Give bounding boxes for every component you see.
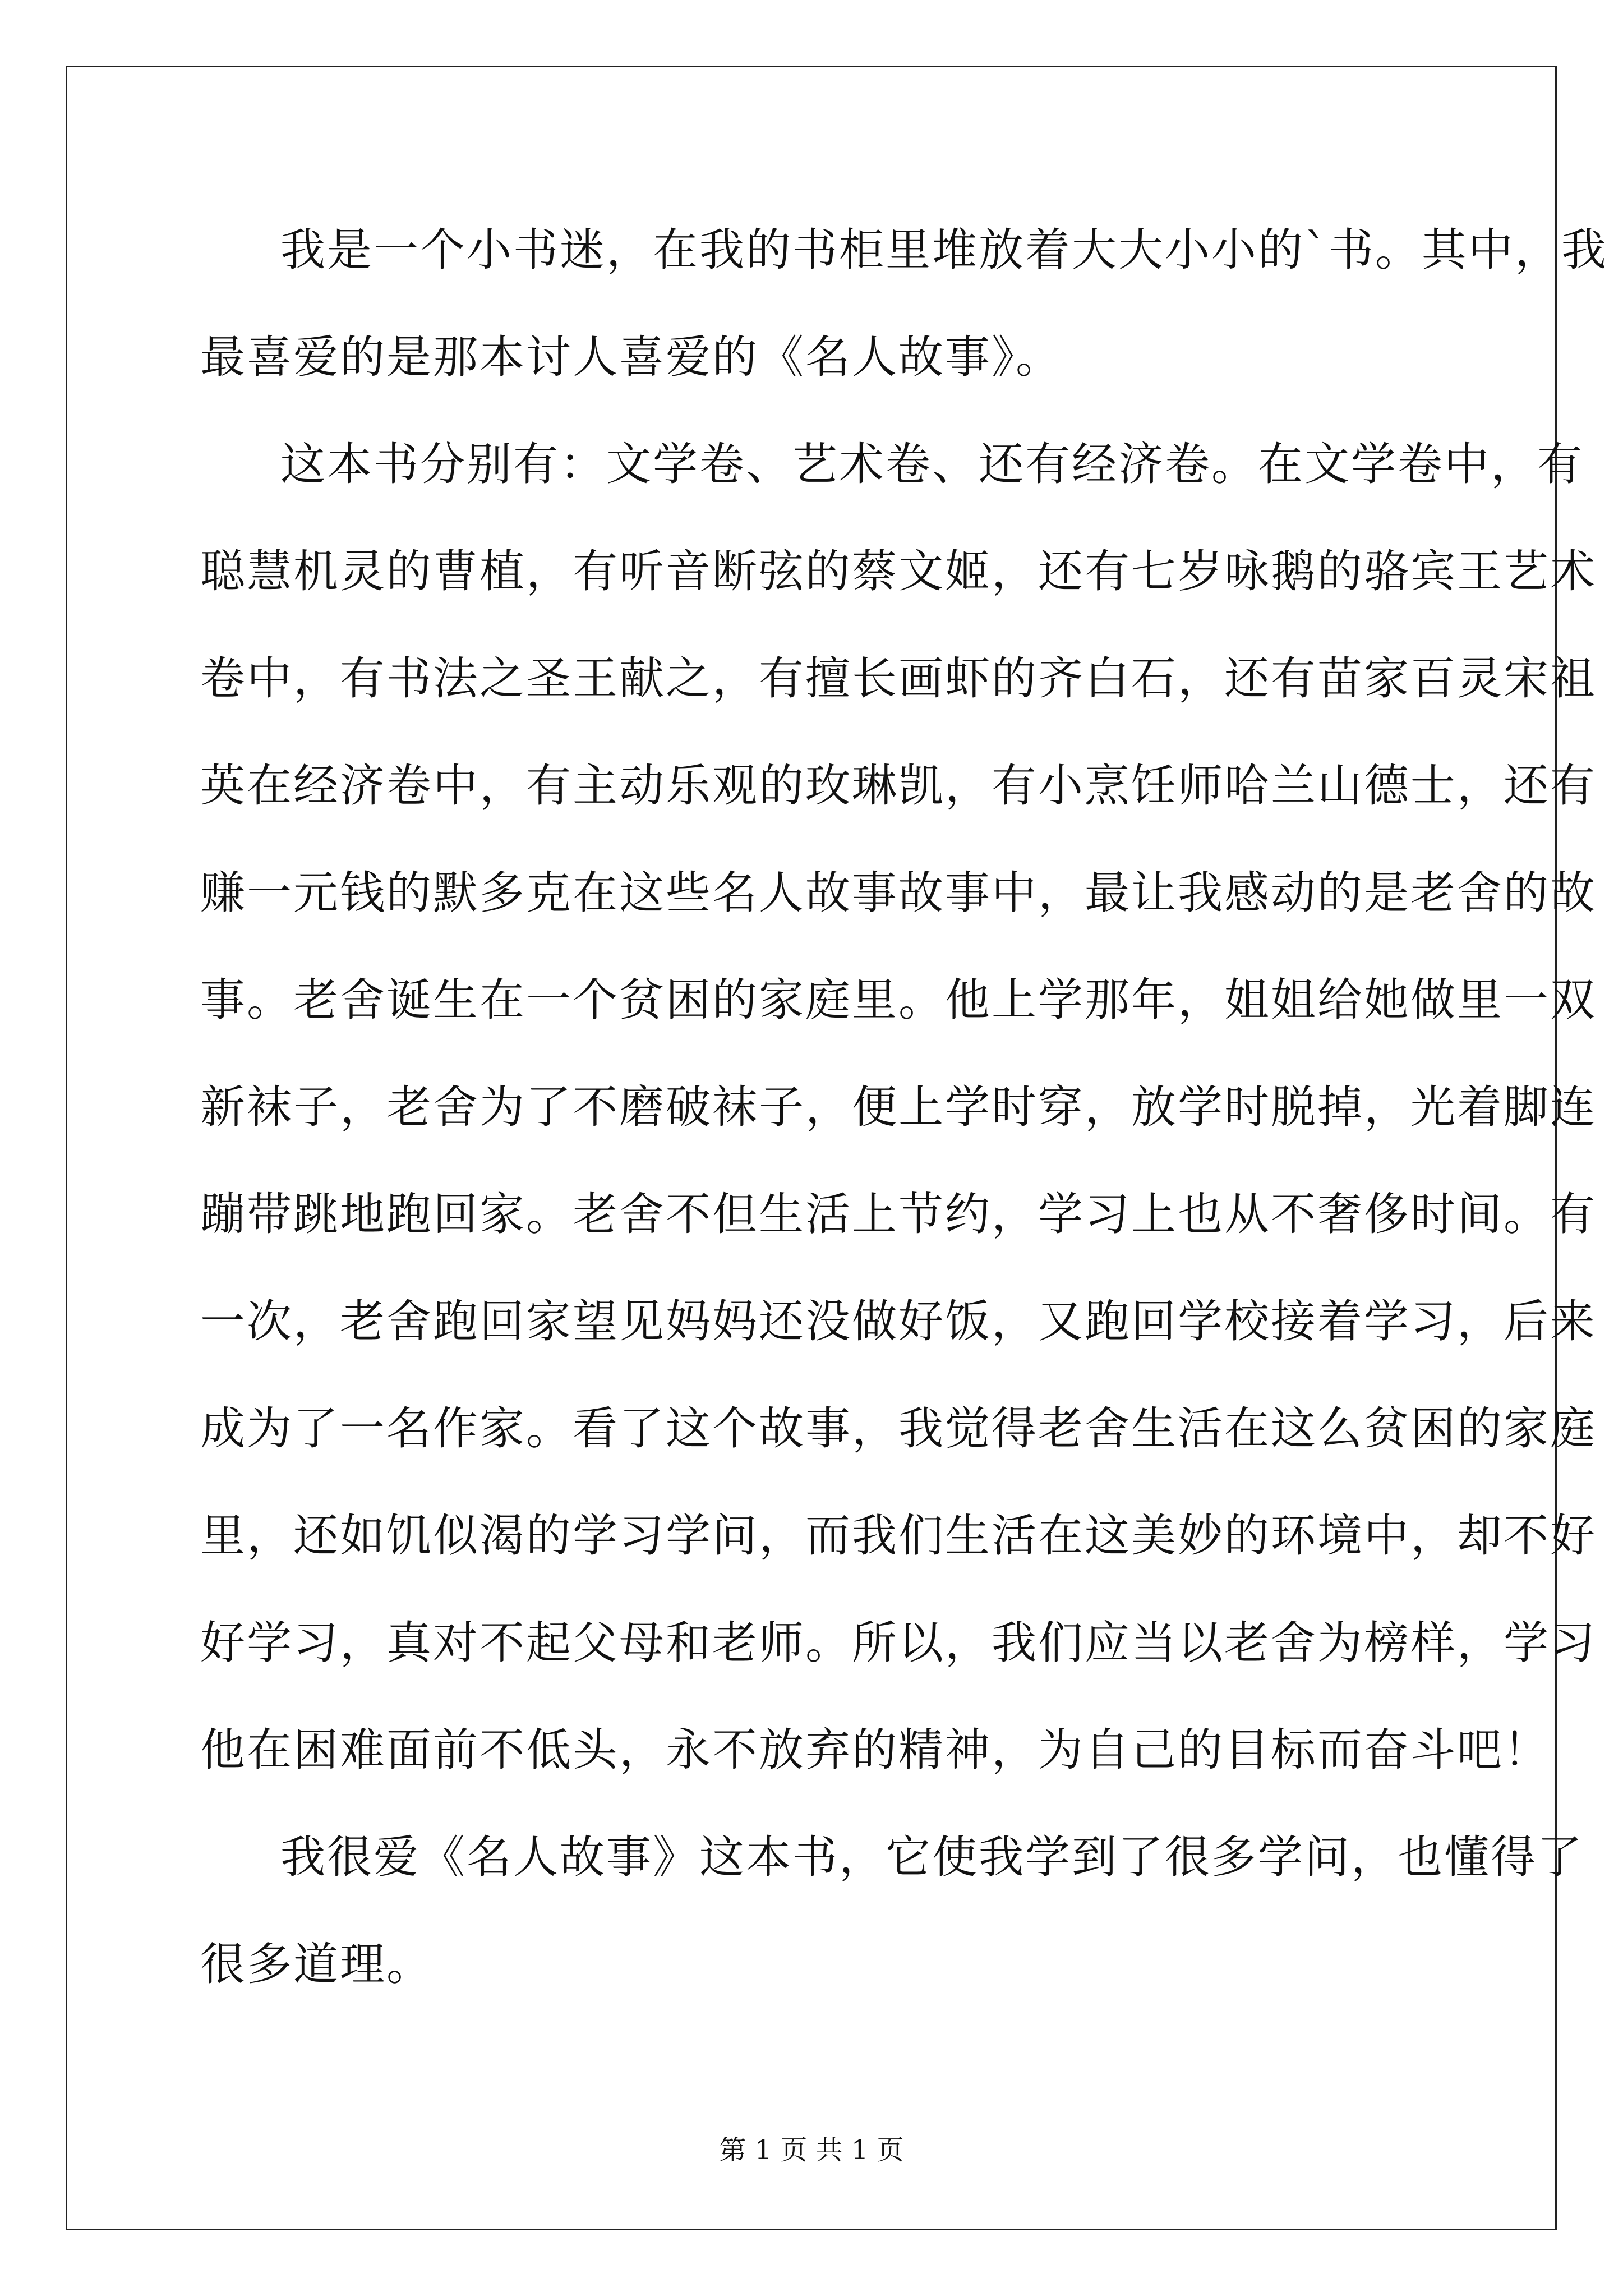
paragraph-3-line-1: 我很爱《名人故事》这本书，它使我学到了很多学问，也懂得了 xyxy=(280,1831,1584,1883)
paragraph-3-line-2: 很多道理。 xyxy=(200,1938,433,1990)
paragraph-2-line-2: 聪慧机灵的曹植，有听音断弦的蔡文姬，还有七岁咏鹅的骆宾王艺术 xyxy=(200,545,1597,597)
paragraph-2-line-7: 新袜子，老舍为了不磨破袜子，便上学时穿，放学时脱掉，光着脚连 xyxy=(200,1081,1597,1133)
paragraph-2-line-1: 这本书分别有：文学卷、艺术卷、还有经济卷。在文学卷中，有 xyxy=(280,438,1584,490)
paragraph-2-line-9: 一次，老舍跑回家望见妈妈还没做好饭，又跑回学校接着学习，后来 xyxy=(200,1295,1597,1347)
paragraph-2-line-3: 卷中，有书法之圣王献之，有擅长画虾的齐白石，还有苗家百灵宋祖 xyxy=(200,652,1597,705)
paragraph-1-line-2: 最喜爱的是那本讨人喜爱的《名人故事》。 xyxy=(200,331,1062,383)
page-border xyxy=(66,66,1608,2230)
page-number-footer: 第 1 页 共 1 页 xyxy=(719,2134,904,2166)
paragraph-2-line-13: 他在困难面前不低头，永不放弃的精神，为自己的目标而奋斗吧！ xyxy=(200,1724,1550,1776)
paragraph-2-line-6: 事。老舍诞生在一个贫困的家庭里。他上学那年，姐姐给她做里一双 xyxy=(200,974,1597,1026)
paragraph-2-line-12: 好学习，真对不起父母和老师。所以，我们应当以老舍为榜样，学习 xyxy=(200,1617,1597,1669)
paragraph-2-line-8: 蹦带跳地跑回家。老舍不但生活上节约，学习上也从不奢侈时间。有 xyxy=(200,1188,1597,1240)
paragraph-2-line-4: 英在经济卷中，有主动乐观的玫琳凯，有小烹饪师哈兰山德士，还有 xyxy=(200,760,1597,812)
paragraph-1-line-1: 我是一个小书迷，在我的书柜里堆放着大大小小的`书。其中，我 xyxy=(280,224,1608,276)
paragraph-2-line-10: 成为了一名作家。看了这个故事，我觉得老舍生活在这么贫困的家庭 xyxy=(200,1402,1597,1455)
paragraph-2-line-5: 赚一元钱的默多克在这些名人故事故事中，最让我感动的是老舍的故 xyxy=(200,867,1597,919)
paragraph-2-line-11: 里，还如饥似渴的学习学问，而我们生活在这美妙的环境中，却不好 xyxy=(200,1510,1597,1562)
